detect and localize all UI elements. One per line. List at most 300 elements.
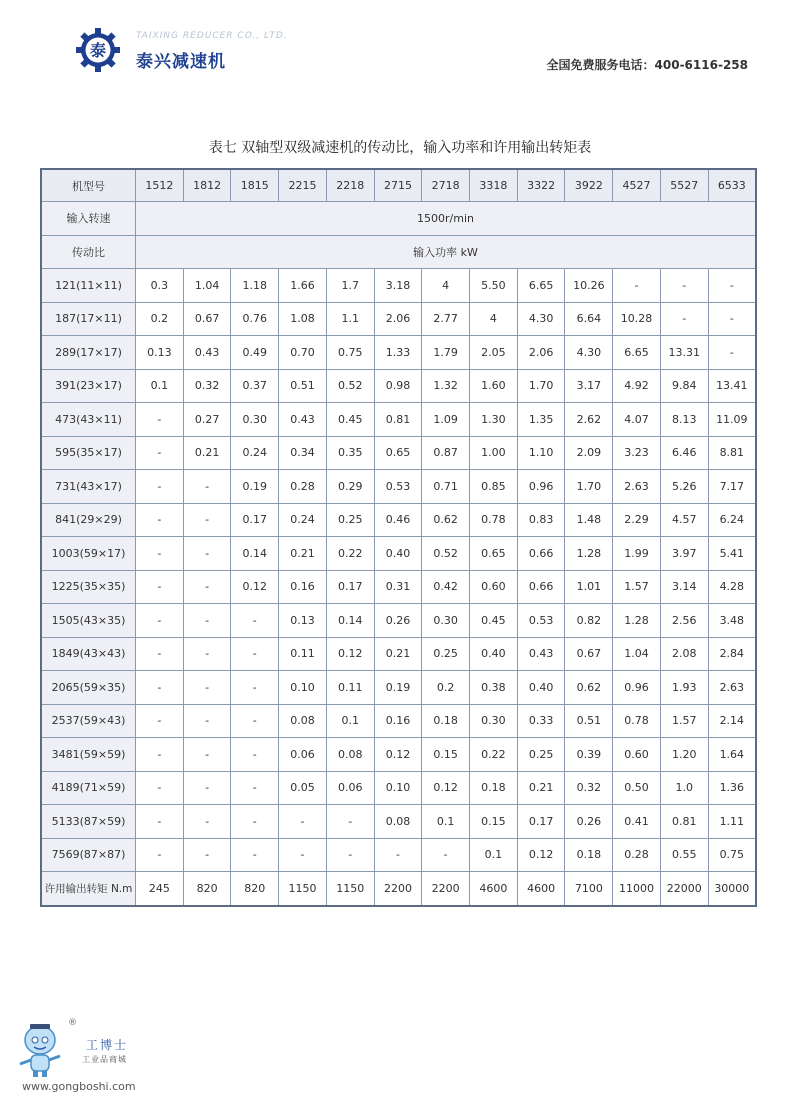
power-cell: 0.35 xyxy=(326,436,374,470)
table-row xyxy=(41,369,756,403)
model-header-cell: 1512 xyxy=(136,169,184,202)
power-cell: 2.08 xyxy=(660,637,708,671)
power-cell: 0.17 xyxy=(231,503,279,537)
power-cell: 0.83 xyxy=(517,503,565,537)
power-cell: - xyxy=(326,805,374,839)
torque-cell: 2200 xyxy=(374,872,422,906)
power-cell: 0.12 xyxy=(517,838,565,872)
power-cell: 0.45 xyxy=(326,403,374,437)
ratio-cell: 1003(59×17) xyxy=(41,537,136,571)
power-cell: 1.70 xyxy=(517,369,565,403)
power-cell: 0.06 xyxy=(279,738,327,772)
power-cell: 3.97 xyxy=(660,537,708,571)
power-cell: 0.13 xyxy=(136,336,184,370)
power-cell: - xyxy=(183,738,231,772)
power-cell: 0.13 xyxy=(279,604,327,638)
power-cell: 5.50 xyxy=(470,269,518,303)
power-cell: - xyxy=(136,503,184,537)
power-cell: 1.36 xyxy=(708,771,756,805)
power-cell: 1.35 xyxy=(517,403,565,437)
ratio-cell: 2065(59×35) xyxy=(41,671,136,705)
power-cell: 0.67 xyxy=(565,637,613,671)
power-cell: 0.27 xyxy=(183,403,231,437)
power-cell: 0.51 xyxy=(565,704,613,738)
power-cell: 1.57 xyxy=(613,570,661,604)
power-cell: 0.37 xyxy=(231,369,279,403)
power-cell: 9.84 xyxy=(660,369,708,403)
power-cell: - xyxy=(136,470,184,504)
power-cell: 0.46 xyxy=(374,503,422,537)
power-cell: 0.17 xyxy=(326,570,374,604)
power-cell: 3.48 xyxy=(708,604,756,638)
power-cell: 0.98 xyxy=(374,369,422,403)
table-row xyxy=(41,704,756,738)
model-header-cell: 2718 xyxy=(422,169,470,202)
power-cell: 10.26 xyxy=(565,269,613,303)
power-cell: 2.06 xyxy=(517,336,565,370)
torque-cell: 1150 xyxy=(326,872,374,906)
power-cell: 0.41 xyxy=(613,805,661,839)
power-cell: 0.11 xyxy=(326,671,374,705)
power-cell: 0.21 xyxy=(517,771,565,805)
footer-brand: 工博士 xyxy=(86,1038,129,1052)
power-cell: 2.77 xyxy=(422,302,470,336)
power-cell: - xyxy=(183,503,231,537)
power-cell: 0.43 xyxy=(183,336,231,370)
power-cell: 0.55 xyxy=(660,838,708,872)
power-cell: 10.28 xyxy=(613,302,661,336)
power-cell: 0.26 xyxy=(374,604,422,638)
power-cell: - xyxy=(231,805,279,839)
power-cell: 0.71 xyxy=(422,470,470,504)
power-cell: 0.21 xyxy=(279,537,327,571)
power-cell: 1.93 xyxy=(660,671,708,705)
torque-cell: 30000 xyxy=(708,872,756,906)
power-cell: - xyxy=(183,637,231,671)
model-header-cell: 4527 xyxy=(613,169,661,202)
power-cell: 0.85 xyxy=(470,470,518,504)
power-cell: 0.12 xyxy=(374,738,422,772)
power-cell: 0.87 xyxy=(422,436,470,470)
model-header-cell: 2215 xyxy=(279,169,327,202)
power-cell: 0.33 xyxy=(517,704,565,738)
power-cell: 0.10 xyxy=(279,671,327,705)
power-cell: 5.26 xyxy=(660,470,708,504)
table-row xyxy=(41,537,756,571)
power-cell: - xyxy=(136,738,184,772)
power-cell: - xyxy=(183,570,231,604)
power-cell: 0.26 xyxy=(565,805,613,839)
power-cell: 1.0 xyxy=(660,771,708,805)
power-cell: 0.34 xyxy=(279,436,327,470)
torque-cell: 22000 xyxy=(660,872,708,906)
power-cell: - xyxy=(136,704,184,738)
power-cell: - xyxy=(231,771,279,805)
power-cell: 0.45 xyxy=(470,604,518,638)
power-cell: 4.30 xyxy=(517,302,565,336)
power-cell: 0.62 xyxy=(422,503,470,537)
power-cell: 0.31 xyxy=(374,570,422,604)
torque-cell: 2200 xyxy=(422,872,470,906)
power-cell: 11.09 xyxy=(708,403,756,437)
power-cell: 0.32 xyxy=(565,771,613,805)
power-cell: 2.56 xyxy=(660,604,708,638)
ratio-cell: 187(17×11) xyxy=(41,302,136,336)
power-cell: 1.04 xyxy=(613,637,661,671)
power-cell: 1.32 xyxy=(422,369,470,403)
power-cell: 0.14 xyxy=(231,537,279,571)
brand-english-name: TAIXING REDUCER CO., LTD. xyxy=(136,31,288,41)
ratio-power-row xyxy=(41,235,756,269)
power-cell: 3.14 xyxy=(660,570,708,604)
power-cell: 0.25 xyxy=(517,738,565,772)
power-cell: 0.12 xyxy=(422,771,470,805)
table-row xyxy=(41,671,756,705)
power-cell: 0.08 xyxy=(326,738,374,772)
power-cell: 0.60 xyxy=(613,738,661,772)
power-cell: 0.1 xyxy=(326,704,374,738)
power-cell: - xyxy=(231,704,279,738)
power-cell: 2.05 xyxy=(470,336,518,370)
power-cell: 0.19 xyxy=(374,671,422,705)
power-cell: 13.31 xyxy=(660,336,708,370)
input-speed-row xyxy=(41,202,756,236)
torque-cell: 4600 xyxy=(517,872,565,906)
power-cell: 0.25 xyxy=(422,637,470,671)
power-cell: 1.18 xyxy=(231,269,279,303)
ratio-cell: 1505(43×35) xyxy=(41,604,136,638)
power-cell: 0.12 xyxy=(231,570,279,604)
model-header-cell: 2218 xyxy=(326,169,374,202)
table-row xyxy=(41,269,756,303)
power-cell: 1.28 xyxy=(565,537,613,571)
power-cell: 2.09 xyxy=(565,436,613,470)
power-cell: 1.20 xyxy=(660,738,708,772)
power-cell: - xyxy=(136,537,184,571)
power-cell: 8.13 xyxy=(660,403,708,437)
power-cell: 0.49 xyxy=(231,336,279,370)
power-cell: 2.29 xyxy=(613,503,661,537)
power-cell: - xyxy=(708,302,756,336)
power-cell: 8.81 xyxy=(708,436,756,470)
power-cell: - xyxy=(136,604,184,638)
power-cell: 3.18 xyxy=(374,269,422,303)
power-cell: - xyxy=(231,671,279,705)
torque-cell: 820 xyxy=(183,872,231,906)
power-cell: 0.76 xyxy=(231,302,279,336)
power-cell: 1.09 xyxy=(422,403,470,437)
ratio-cell: 4189(71×59) xyxy=(41,771,136,805)
power-cell: - xyxy=(136,403,184,437)
power-cell: 0.15 xyxy=(422,738,470,772)
power-cell: 0.3 xyxy=(136,269,184,303)
ratio-cell: 7569(87×87) xyxy=(41,838,136,872)
power-cell: 0.1 xyxy=(422,805,470,839)
power-cell: 0.70 xyxy=(279,336,327,370)
power-cell: 0.66 xyxy=(517,537,565,571)
power-cell: 0.65 xyxy=(470,537,518,571)
power-cell: 0.81 xyxy=(660,805,708,839)
power-cell: 0.42 xyxy=(422,570,470,604)
power-cell: 0.1 xyxy=(470,838,518,872)
power-cell: 1.30 xyxy=(470,403,518,437)
power-cell: - xyxy=(136,570,184,604)
power-cell: 1.04 xyxy=(183,269,231,303)
ratio-cell: 5133(87×59) xyxy=(41,805,136,839)
power-cell: - xyxy=(660,302,708,336)
table-row xyxy=(41,436,756,470)
power-cell: 4 xyxy=(422,269,470,303)
power-cell: 0.40 xyxy=(470,637,518,671)
power-cell: 0.22 xyxy=(470,738,518,772)
power-cell: 0.21 xyxy=(374,637,422,671)
ratio-cell: 2537(59×43) xyxy=(41,704,136,738)
power-cell: - xyxy=(279,805,327,839)
power-cell: 4.30 xyxy=(565,336,613,370)
table-row xyxy=(41,805,756,839)
power-cell: 1.08 xyxy=(279,302,327,336)
registered-mark: ® xyxy=(68,1018,77,1028)
power-cell: 0.29 xyxy=(326,470,374,504)
power-cell: 0.05 xyxy=(279,771,327,805)
power-cell: 0.28 xyxy=(279,470,327,504)
power-cell: 6.64 xyxy=(565,302,613,336)
power-cell: - xyxy=(136,671,184,705)
model-header-cell: 3322 xyxy=(517,169,565,202)
gear-logo-icon xyxy=(74,26,122,74)
power-cell: 0.40 xyxy=(517,671,565,705)
input-power-label: 输入功率 kW xyxy=(136,235,757,269)
power-cell: - xyxy=(231,838,279,872)
power-cell: 0.24 xyxy=(231,436,279,470)
service-hotline: 全国免费服务电话：400-6116-258 xyxy=(546,58,748,72)
ratio-cell: 841(29×29) xyxy=(41,503,136,537)
power-cell: 0.22 xyxy=(326,537,374,571)
ratio-cell: 473(43×11) xyxy=(41,403,136,437)
site-footer xyxy=(14,1018,194,1098)
power-cell: - xyxy=(136,436,184,470)
power-cell: 0.18 xyxy=(565,838,613,872)
power-cell: 3.17 xyxy=(565,369,613,403)
power-cell: 0.62 xyxy=(565,671,613,705)
torque-cell: 4600 xyxy=(470,872,518,906)
power-cell: 0.82 xyxy=(565,604,613,638)
power-cell: - xyxy=(183,604,231,638)
power-cell: 7.17 xyxy=(708,470,756,504)
power-cell: 0.17 xyxy=(517,805,565,839)
power-cell: - xyxy=(136,805,184,839)
power-cell: 4.07 xyxy=(613,403,661,437)
power-cell: 0.50 xyxy=(613,771,661,805)
power-cell: - xyxy=(183,771,231,805)
power-cell: - xyxy=(183,704,231,738)
torque-cell: 11000 xyxy=(613,872,661,906)
power-cell: 1.64 xyxy=(708,738,756,772)
footer-subtitle: 工业品商城 xyxy=(82,1055,127,1064)
power-cell: - xyxy=(279,838,327,872)
power-cell: 0.1 xyxy=(136,369,184,403)
table-row xyxy=(41,604,756,638)
ratio-cell: 595(35×17) xyxy=(41,436,136,470)
table-row xyxy=(41,771,756,805)
table-row xyxy=(41,403,756,437)
table-row xyxy=(41,570,756,604)
model-label: 机型号 xyxy=(41,169,136,202)
table-row xyxy=(41,503,756,537)
model-header-cell: 3318 xyxy=(470,169,518,202)
power-cell: 1.1 xyxy=(326,302,374,336)
power-cell: 0.38 xyxy=(470,671,518,705)
power-cell: 0.53 xyxy=(517,604,565,638)
power-cell: 1.10 xyxy=(517,436,565,470)
model-header-cell: 1815 xyxy=(231,169,279,202)
power-cell: - xyxy=(183,671,231,705)
power-cell: 0.12 xyxy=(326,637,374,671)
power-cell: 0.53 xyxy=(374,470,422,504)
power-cell: - xyxy=(374,838,422,872)
power-cell: - xyxy=(613,269,661,303)
power-cell: 6.46 xyxy=(660,436,708,470)
power-cell: 0.28 xyxy=(613,838,661,872)
power-cell: 4 xyxy=(470,302,518,336)
power-cell: - xyxy=(136,771,184,805)
power-cell: 3.23 xyxy=(613,436,661,470)
power-cell: 0.15 xyxy=(470,805,518,839)
power-cell: 0.65 xyxy=(374,436,422,470)
power-cell: 2.63 xyxy=(708,671,756,705)
power-cell: 4.28 xyxy=(708,570,756,604)
power-cell: - xyxy=(183,838,231,872)
power-cell: 0.78 xyxy=(613,704,661,738)
power-cell: 0.66 xyxy=(517,570,565,604)
power-cell: 0.51 xyxy=(279,369,327,403)
ratio-cell: 731(43×17) xyxy=(41,470,136,504)
power-cell: 0.24 xyxy=(279,503,327,537)
power-cell: 1.7 xyxy=(326,269,374,303)
power-cell: - xyxy=(231,637,279,671)
table-row xyxy=(41,637,756,671)
power-cell: - xyxy=(326,838,374,872)
table-row xyxy=(41,838,756,872)
power-cell: 0.96 xyxy=(517,470,565,504)
power-cell: 0.52 xyxy=(422,537,470,571)
power-cell: 0.30 xyxy=(470,704,518,738)
power-cell: 0.78 xyxy=(470,503,518,537)
table-title: 表七 双轴型双级减速机的传动比，输入功率和许用输出转矩表 xyxy=(208,140,592,156)
power-cell: 0.18 xyxy=(470,771,518,805)
ratio-cell: 391(23×17) xyxy=(41,369,136,403)
power-cell: 0.81 xyxy=(374,403,422,437)
model-header-row xyxy=(41,169,756,202)
power-cell: 0.75 xyxy=(326,336,374,370)
power-cell: 1.01 xyxy=(565,570,613,604)
power-cell: 0.08 xyxy=(374,805,422,839)
power-cell: 4.92 xyxy=(613,369,661,403)
torque-cell: 1150 xyxy=(279,872,327,906)
brand-chinese-name: 泰兴减速机 xyxy=(136,52,226,72)
power-cell: - xyxy=(708,269,756,303)
torque-label: 许用输出转矩 N.m xyxy=(41,872,136,906)
power-cell: 1.33 xyxy=(374,336,422,370)
table-row xyxy=(41,336,756,370)
power-cell: 0.18 xyxy=(422,704,470,738)
model-header-cell: 6533 xyxy=(708,169,756,202)
power-cell: 2.84 xyxy=(708,637,756,671)
model-header-cell: 3922 xyxy=(565,169,613,202)
model-header-cell: 5527 xyxy=(660,169,708,202)
power-cell: 5.41 xyxy=(708,537,756,571)
power-cell: 2.62 xyxy=(565,403,613,437)
robot-mascot-icon xyxy=(14,1018,70,1080)
power-cell: 0.08 xyxy=(279,704,327,738)
power-cell: 2.63 xyxy=(613,470,661,504)
power-cell: 0.43 xyxy=(279,403,327,437)
power-cell: 1.99 xyxy=(613,537,661,571)
power-cell: - xyxy=(183,805,231,839)
power-cell: 6.65 xyxy=(613,336,661,370)
power-cell: 1.48 xyxy=(565,503,613,537)
power-cell: - xyxy=(136,637,184,671)
power-cell: 0.11 xyxy=(279,637,327,671)
power-cell: 0.2 xyxy=(136,302,184,336)
power-cell: 0.40 xyxy=(374,537,422,571)
power-cell: 2.14 xyxy=(708,704,756,738)
torque-cell: 820 xyxy=(231,872,279,906)
ratio-label: 传动比 xyxy=(41,235,136,269)
input-speed-value: 1500r/min xyxy=(136,202,757,236)
page-header xyxy=(0,0,800,90)
power-cell: 1.70 xyxy=(565,470,613,504)
torque-cell: 7100 xyxy=(565,872,613,906)
torque-cell: 245 xyxy=(136,872,184,906)
ratio-cell: 121(11×11) xyxy=(41,269,136,303)
power-cell: 0.14 xyxy=(326,604,374,638)
input-speed-label: 输入转速 xyxy=(41,202,136,236)
logo-character: 泰 xyxy=(89,41,107,60)
ratio-cell: 289(17×17) xyxy=(41,336,136,370)
power-cell: 0.60 xyxy=(470,570,518,604)
power-cell: 0.39 xyxy=(565,738,613,772)
power-cell: 1.57 xyxy=(660,704,708,738)
power-cell: 0.52 xyxy=(326,369,374,403)
power-cell: 0.30 xyxy=(422,604,470,638)
torque-row xyxy=(41,872,756,906)
power-cell: 0.16 xyxy=(374,704,422,738)
power-cell: 0.43 xyxy=(517,637,565,671)
power-cell: 1.66 xyxy=(279,269,327,303)
power-cell: 0.10 xyxy=(374,771,422,805)
table-row xyxy=(41,302,756,336)
power-cell: - xyxy=(231,738,279,772)
power-cell: - xyxy=(183,470,231,504)
power-cell: - xyxy=(231,604,279,638)
power-cell: - xyxy=(422,838,470,872)
power-cell: - xyxy=(660,269,708,303)
power-cell: 0.30 xyxy=(231,403,279,437)
power-cell: 1.79 xyxy=(422,336,470,370)
ratio-cell: 1849(43×43) xyxy=(41,637,136,671)
power-cell: 0.32 xyxy=(183,369,231,403)
footer-url[interactable]: www.gongboshi.com xyxy=(22,1080,136,1093)
power-cell: 0.06 xyxy=(326,771,374,805)
power-cell: 0.21 xyxy=(183,436,231,470)
ratio-cell: 1225(35×35) xyxy=(41,570,136,604)
power-cell: 1.11 xyxy=(708,805,756,839)
power-cell: - xyxy=(136,838,184,872)
power-cell: 0.2 xyxy=(422,671,470,705)
power-cell: 0.25 xyxy=(326,503,374,537)
power-cell: 13.41 xyxy=(708,369,756,403)
